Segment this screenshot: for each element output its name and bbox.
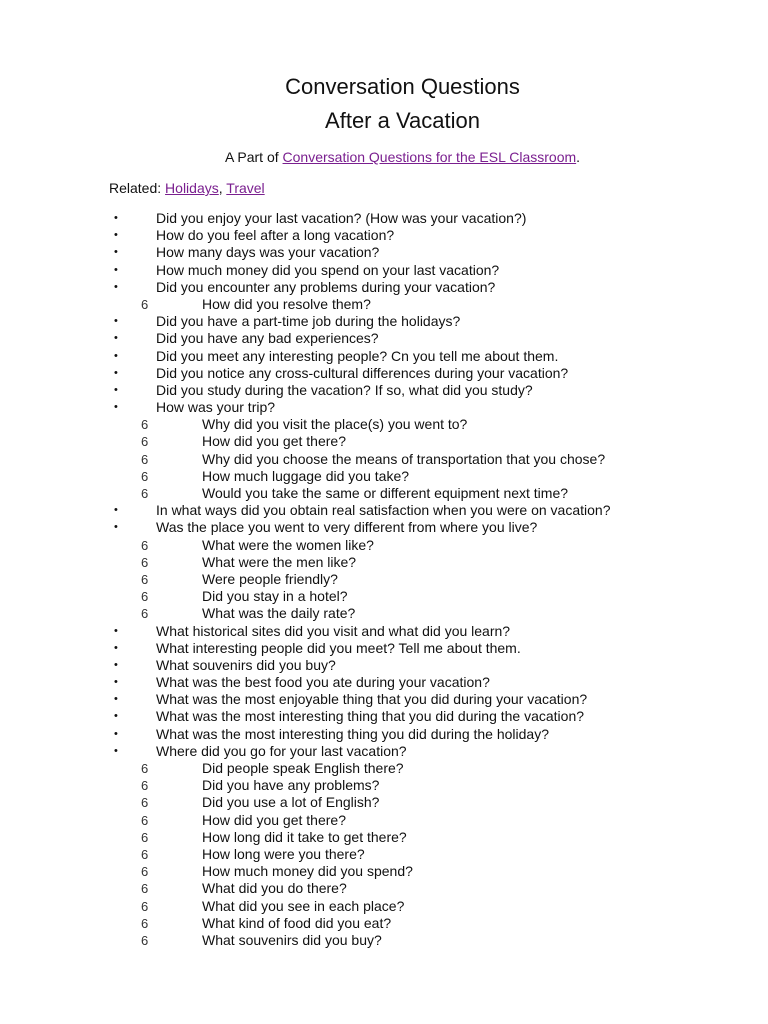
- question-text: How did you resolve them?: [202, 295, 371, 312]
- sub-question-item: [0, 863, 768, 880]
- question-item: [0, 623, 768, 640]
- question-text: How long were you there?: [202, 845, 365, 862]
- question-text: What were the women like?: [202, 536, 374, 553]
- sub-bullet-icon: 6: [141, 812, 149, 828]
- question-text: Did you have any bad experiences?: [156, 330, 379, 347]
- question-text: What did you do there?: [202, 880, 347, 897]
- bullet-icon: •: [114, 212, 118, 224]
- sub-bullet-icon: 6: [141, 898, 149, 914]
- sub-bullet-icon: 6: [141, 571, 149, 587]
- sub-bullet-icon: 6: [141, 795, 149, 811]
- bullet-icon: •: [114, 229, 118, 242]
- part-of-line: [0, 148, 768, 166]
- question-text: Why did you choose the means of transportation that you chose?: [202, 450, 606, 467]
- question-text: Did you have a part-time job during the holidays?: [156, 313, 461, 330]
- question-text: Did you use a lot of English?: [202, 794, 380, 811]
- question-item: [0, 227, 768, 244]
- bullet-icon: •: [114, 263, 118, 276]
- bullet-icon: •: [114, 744, 118, 757]
- bullet-icon: •: [114, 504, 118, 517]
- question-item: [0, 244, 768, 261]
- bullet-icon: •: [114, 676, 118, 689]
- sub-bullet-icon: 6: [141, 846, 149, 862]
- question-text: What was the best food you ate during your vacation?: [156, 674, 490, 691]
- sub-question-item: [0, 915, 768, 932]
- sub-question-item: [0, 760, 768, 777]
- question-text: Did you encounter any problems during your vacation?: [156, 278, 496, 295]
- sub-bullet-icon: 6: [141, 881, 149, 897]
- bullet-icon: •: [114, 366, 118, 379]
- question-text: Did people speak English there?: [202, 760, 404, 776]
- bullet-icon: •: [114, 349, 118, 362]
- question-text: Was the place you went to very different from where you live?: [156, 519, 538, 536]
- question-item: [0, 691, 768, 708]
- question-text: Did you study during the vacation? If so, what did you study?: [156, 381, 533, 398]
- question-text: How do you feel after a long vacation?: [156, 227, 395, 244]
- question-item: [0, 365, 768, 382]
- question-text: What did you see in each place?: [202, 897, 405, 914]
- question-text: How much money did you spend on your last vacation?: [156, 261, 500, 278]
- question-item: [0, 674, 768, 691]
- related-separator: ,: [218, 180, 227, 196]
- question-item: [0, 726, 768, 743]
- sub-question-item: [0, 554, 768, 571]
- bullet-icon: •: [114, 521, 118, 534]
- bullet-icon: •: [114, 280, 118, 293]
- question-text: Were people friendly?: [202, 570, 338, 587]
- question-item: [0, 330, 768, 347]
- bullet-icon: •: [114, 658, 118, 671]
- sub-bullet-icon: 6: [141, 606, 149, 622]
- sub-question-item: [0, 468, 768, 485]
- question-text: What was the most enjoyable thing that you did during your vacation?: [156, 691, 588, 708]
- question-text: What was the daily rate?: [202, 605, 356, 622]
- sub-question-item: [0, 777, 768, 794]
- question-text: In what ways did you obtain real satisfaction when you were on vacation?: [156, 502, 611, 519]
- question-text: How long did it take to get there?: [202, 828, 407, 845]
- sub-question-item: [0, 296, 768, 313]
- sub-bullet-icon: 6: [141, 537, 149, 553]
- part-of-prefix: A Part of: [224, 149, 283, 165]
- question-text: Where did you go for your last vacation?: [156, 742, 407, 759]
- sub-question-item: [0, 571, 768, 588]
- question-item: [0, 519, 768, 536]
- question-text: How did you get there?: [202, 811, 346, 828]
- related-line: [109, 179, 265, 197]
- question-list: [0, 210, 768, 949]
- sub-bullet-icon: 6: [141, 468, 149, 484]
- sub-bullet-icon: 6: [141, 589, 149, 605]
- bullet-icon: •: [114, 315, 118, 328]
- question-text: Would you take the same or different equipment next time?: [202, 485, 569, 501]
- question-item: [0, 708, 768, 725]
- sub-question-item: [0, 605, 768, 622]
- bullet-icon: •: [114, 401, 118, 414]
- question-text: What historical sites did you visit and what did you learn?: [156, 622, 511, 639]
- question-text: What souvenirs did you buy?: [156, 656, 336, 673]
- question-text: How much money did you spend?: [202, 863, 413, 880]
- question-item: [0, 657, 768, 674]
- sub-bullet-icon: 6: [141, 932, 149, 948]
- question-item: [0, 743, 768, 760]
- question-item: [0, 399, 768, 416]
- question-text: Did you stay in a hotel?: [202, 588, 348, 605]
- bullet-icon: •: [114, 383, 118, 396]
- question-text: What was the most interesting thing that you did during the vacation?: [156, 708, 585, 725]
- question-item: [0, 210, 768, 227]
- sub-question-item: [0, 846, 768, 863]
- sub-question-item: [0, 932, 768, 949]
- sub-bullet-icon: 6: [141, 778, 149, 794]
- sub-bullet-icon: 6: [141, 434, 149, 450]
- question-text: Did you notice any cross-cultural differences during your vacation?: [156, 364, 569, 381]
- bullet-icon: •: [114, 332, 118, 345]
- sub-question-item: [0, 880, 768, 897]
- sub-bullet-icon: 6: [141, 829, 149, 845]
- bullet-icon: •: [114, 693, 118, 706]
- question-text: Why did you visit the place(s) you went to?: [202, 416, 468, 433]
- sub-question-item: [0, 898, 768, 915]
- bullet-icon: •: [114, 624, 118, 637]
- question-item: [0, 502, 768, 519]
- sub-question-item: [0, 451, 768, 468]
- question-text: How was your trip?: [156, 399, 276, 416]
- sub-bullet-icon: 6: [141, 554, 149, 570]
- question-text: How did you get there?: [202, 433, 346, 450]
- sub-question-item: [0, 433, 768, 450]
- question-text: How many days was your vacation?: [156, 244, 380, 261]
- sub-question-item: [0, 829, 768, 846]
- sub-bullet-icon: 6: [141, 761, 149, 776]
- question-item: [0, 348, 768, 365]
- question-item: [0, 640, 768, 657]
- question-text: What was the most interesting thing you did during the holiday?: [156, 725, 550, 742]
- question-item: [0, 279, 768, 296]
- bullet-icon: •: [114, 727, 118, 740]
- question-text: What kind of food did you eat?: [202, 914, 392, 931]
- esl-classroom-link[interactable]: Conversation Questions for the ESL Classroom: [282, 149, 577, 165]
- sub-question-item: [0, 485, 768, 502]
- sub-bullet-icon: 6: [141, 417, 149, 433]
- sub-question-item: [0, 794, 768, 811]
- part-of-suffix: .: [576, 149, 581, 165]
- question-item: [0, 262, 768, 279]
- question-text: What were the men like?: [202, 553, 357, 570]
- sub-bullet-icon: 6: [141, 451, 149, 467]
- sub-question-item: [0, 537, 768, 554]
- sub-question-item: [0, 416, 768, 433]
- travel-link[interactable]: Travel: [226, 180, 265, 196]
- page-subtitle: After a Vacation: [325, 108, 480, 133]
- bullet-icon: •: [114, 246, 118, 259]
- question-item: [0, 382, 768, 399]
- sub-bullet-icon: 6: [141, 915, 149, 931]
- question-text: Did you meet any interesting people? Cn you tell me about them.: [156, 347, 559, 364]
- sub-bullet-icon: 6: [141, 486, 149, 501]
- sub-question-item: [0, 812, 768, 829]
- question-text: What souvenirs did you buy?: [202, 931, 382, 948]
- holidays-link[interactable]: Holidays: [165, 180, 219, 196]
- question-text: Did you have any problems?: [202, 777, 380, 794]
- sub-bullet-icon: 6: [141, 296, 149, 312]
- sub-bullet-icon: 6: [141, 864, 149, 880]
- question-text: How much luggage did you take?: [202, 467, 410, 484]
- page-title: Conversation Questions: [285, 74, 520, 99]
- question-item: [0, 313, 768, 330]
- question-text: Did you enjoy your last vacation? (How was your vacation?): [156, 210, 527, 226]
- question-text: What interesting people did you meet? Tell me about them.: [156, 639, 521, 656]
- related-label: Related:: [109, 180, 166, 196]
- bullet-icon: •: [114, 710, 118, 723]
- bullet-icon: •: [114, 641, 118, 654]
- sub-question-item: [0, 588, 768, 605]
